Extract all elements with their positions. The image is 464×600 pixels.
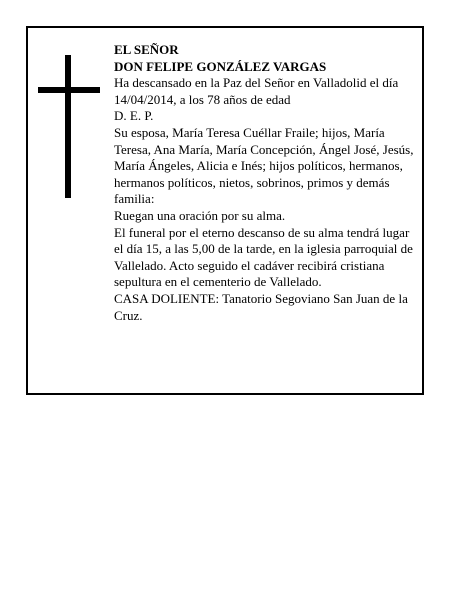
mourning-house: CASA DOLIENTE: Tanatorio Segoviano San Juan de la Cruz.: [114, 290, 408, 323]
cross-icon: [38, 55, 100, 198]
family-list: Su esposa, María Teresa Cuéllar Fraile; hijos, María Teresa, Ana María, María Concepción, Ángel José, Jesús, María Ángeles, Alicia e Inés; hijos políticos, hermanos, hermanos políticos, nietos, sobrinos, primos y demás familia:: [114, 124, 414, 207]
obituary-text: [114, 42, 418, 324]
prayer-request: Ruegan una oración por su alma.: [114, 207, 286, 223]
deceased-name: DON FELIPE GONZÁLEZ VARGAS: [114, 58, 327, 74]
obituary-notice: [26, 26, 424, 395]
notice-title: EL SEÑOR: [114, 42, 179, 57]
funeral-details: El funeral por el eterno descanso de su alma tendrá lugar el día 15, a las 5,00 de la tarde, en la iglesia parroquial de Vallelado. Acto seguido el cadáver recibirá cristiana sepultura en el cementerio de Vallelado.: [114, 224, 413, 290]
death-announcement: Ha descansado en la Paz del Señor en Valladolid el día 14/04/2014, a los 78 años de edad: [114, 75, 399, 107]
cross-vertical-bar: [65, 55, 71, 198]
rip-line: D. E. P.: [114, 108, 154, 124]
cross-horizontal-bar: [38, 87, 100, 93]
